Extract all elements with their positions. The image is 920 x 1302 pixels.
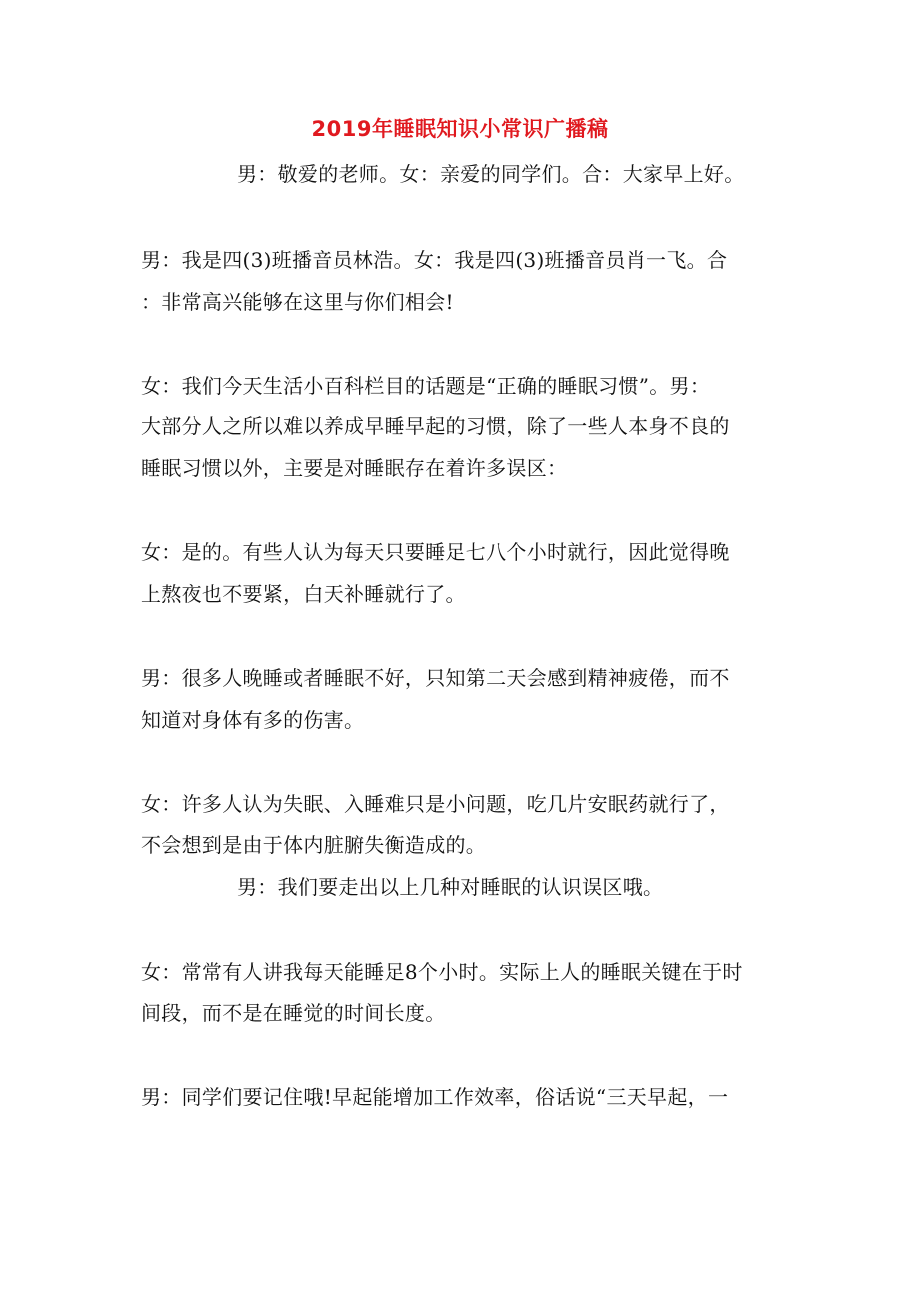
paragraph-line: 大部分人之所以难以养成早睡早起的习惯，除了一些人本身不良的: [141, 414, 730, 438]
paragraph-line: 男：我们要走出以上几种对睡眠的认识误区哦。: [237, 875, 664, 899]
document-title: 2019年睡眠知识小常识广播稿: [311, 117, 609, 141]
paragraph-line: 间段，而不是在睡觉的时间长度。: [141, 1001, 446, 1025]
paragraph-line: ：非常高兴能够在这里与你们相会!: [141, 290, 454, 314]
paragraph-line: 男：敬爱的老师。女：亲爱的同学们。合：大家早上好。: [237, 162, 745, 186]
paragraph-line: 女：许多人认为失眠、入睡难只是小问题，吃几片安眠药就行了，: [141, 792, 730, 816]
paragraph-line: 男：我是四(3)班播音员林浩。女：我是四(3)班播音员肖一飞。合: [141, 248, 728, 272]
paragraph-line: 女：我们今天生活小百科栏目的话题是“正确的睡眠习惯”。男：: [141, 374, 711, 398]
paragraph-line: 不会想到是由于体内脏腑失衡造成的。: [141, 833, 487, 857]
paragraph-line: 上熬夜也不要紧，白天补睡就行了。: [141, 582, 466, 606]
paragraph-line: 男：同学们要记住哦!早起能增加工作效率，俗话说“三天早起，一: [141, 1085, 729, 1109]
paragraph-line: 女：是的。有些人认为每天只要睡足七八个小时就行，因此觉得晚: [141, 540, 730, 564]
paragraph-line: 知道对身体有多的伤害。: [141, 708, 365, 732]
paragraph-line: 女：常常有人讲我每天能睡足8个小时。实际上人的睡眠关键在于时: [141, 960, 743, 984]
paragraph-line: 睡眠习惯以外，主要是对睡眠存在着许多误区：: [141, 456, 568, 480]
paragraph-line: 男：很多人晚睡或者睡眠不好，只知第二天会感到精神疲倦，而不: [141, 666, 730, 690]
